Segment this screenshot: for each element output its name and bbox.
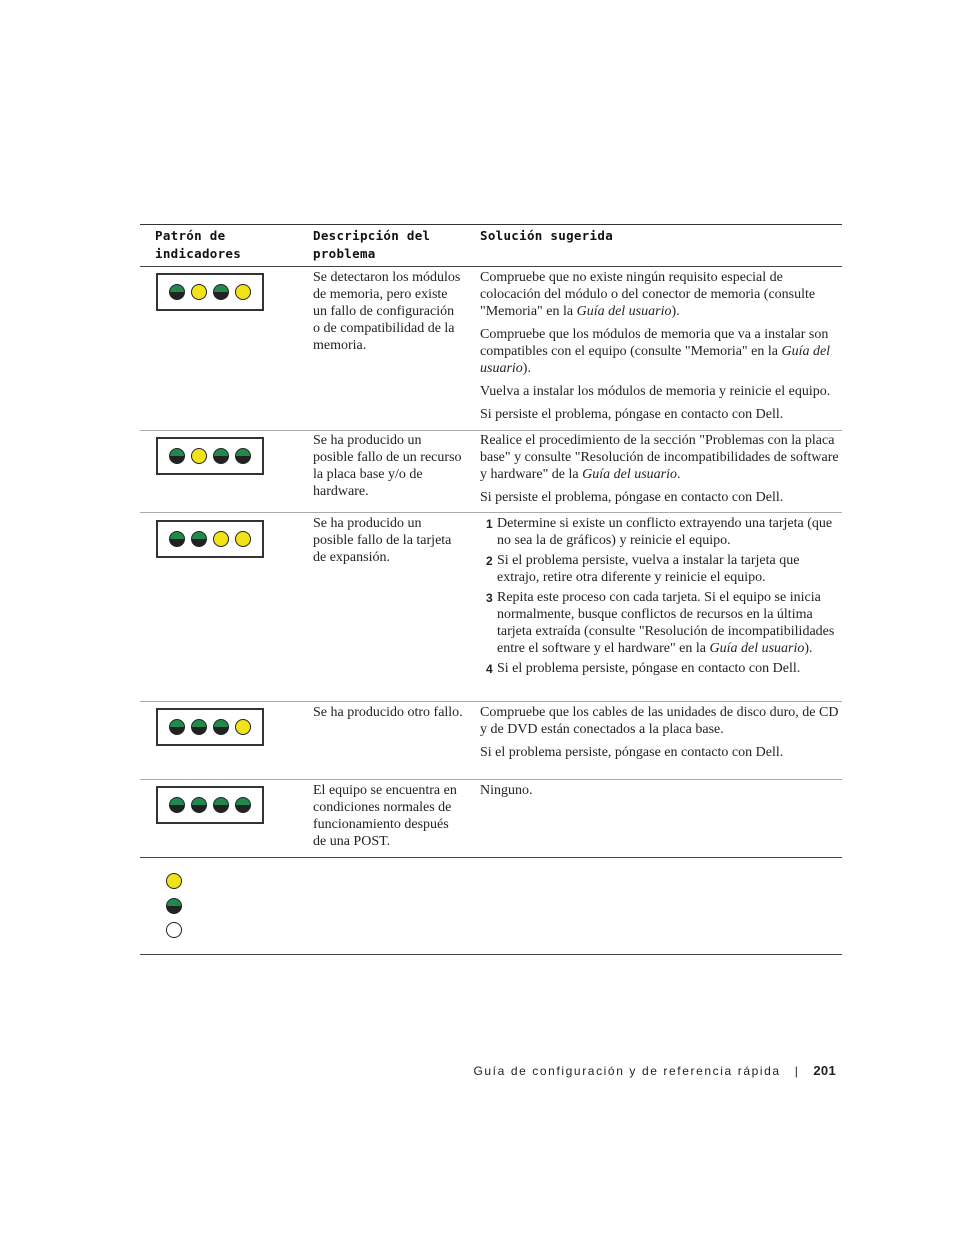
solution-paragraph: Compruebe que no existe ningún requisito especial de colocación del módulo o del conector de memoria (consulte "Memoria" en la Guía del usuario). [480,270,816,319]
table-bottom-rule [140,954,842,955]
header-problem-description-text: Descripción del problema [313,228,431,261]
led-indicator-icon [235,719,251,735]
solution-paragraph: Vuelva a instalar los módulos de memoria y reinicie el equipo. [480,384,831,399]
solution-paragraph: Si el problema persiste, póngase en contacto con Dell. [480,745,784,760]
solution-step [486,552,840,586]
header-suggested-solution [480,227,830,245]
step-number: 1 [486,517,493,531]
led-indicator-icon [169,531,185,547]
solution-row-5 [480,782,840,805]
step-number: 4 [486,662,493,676]
led-indicator-icon [191,719,207,735]
step-text: Si el problema persiste, vuelva a instalar la tarjeta que extrajo, retire otra diferente y reinicie el equipo. [497,553,800,585]
led-indicator-icon [213,284,229,300]
row-divider [140,512,842,513]
problem-description-row-2: Se ha producido un posible fallo de un recurso la placa base y/o de hardware. [313,433,462,499]
header-led-pattern-text: Patrón de indicadores [155,228,242,261]
led-indicator-icon [213,531,229,547]
solution-step [486,660,840,678]
step-text: Determine si existe un conflicto extrayendo una tarjeta (que no sea la de gráficos) y reinicie el equipo. [497,516,833,548]
led-indicator-icon [191,531,207,547]
led-indicator-icon [235,797,251,813]
header-divider [140,266,842,267]
legend-led-icon [166,873,182,889]
led-indicator-icon [235,531,251,547]
led-pattern-row-2 [156,437,264,475]
solution-paragraph: Si persiste el problema, póngase en contacto con Dell. [480,490,784,505]
solution-row-2 [480,432,840,512]
problem-description-row-1: Se detectaron los módulos de memoria, pero existe un fallo de configuración o de compatibilidad de la memoria. [313,270,461,353]
problem-description-row-4: Se ha producido otro fallo. [313,705,463,720]
legend-led-icon [166,922,182,938]
led-pattern-row-1 [156,273,264,311]
led-indicator-icon [213,448,229,464]
solution-row-1 [480,269,840,429]
row-divider [140,779,842,780]
led-indicator-icon [213,719,229,735]
solution-step [486,589,840,657]
solution-paragraph: Compruebe que los cables de las unidades de disco duro, de CD y de DVD están conectados a la placa base. [480,705,839,737]
led-indicator-icon [191,284,207,300]
page-footer [473,1063,836,1078]
solution-paragraph: Compruebe que los módulos de memoria que va a instalar son compatibles con el equipo (consulte "Memoria" en la Guía del usuario). [480,327,831,376]
step-number: 2 [486,554,493,568]
footer-title: Guía de configuración y de referencia rápida [473,1063,781,1078]
header-led-pattern [155,227,305,263]
legend-led-icon [166,898,182,914]
solution-paragraph: Realice el procedimiento de la sección "Problemas con la placa base" y consulte "Resolución de incompatibilidades de software y hardware" de la Guía del usuario. [480,433,839,482]
led-pattern-row-3 [156,520,264,558]
row-divider [140,701,842,702]
led-indicator-icon [235,284,251,300]
solution-steps-row-3 [480,515,840,681]
row-divider [140,857,842,858]
header-problem-description [313,227,473,263]
led-indicator-icon [213,797,229,813]
led-pattern-row-4 [156,708,264,746]
table-top-rule [140,224,842,225]
step-text: Si el problema persiste, póngase en contacto con Dell. [497,661,801,676]
problem-description-row-3: Se ha producido un posible fallo de la tarjeta de expansión. [313,516,452,565]
led-indicator-icon [169,797,185,813]
row-divider [140,430,842,431]
led-indicator-icon [169,284,185,300]
led-indicator-icon [191,797,207,813]
header-suggested-solution-text: Solución sugerida [480,228,614,243]
led-pattern-row-5 [156,786,264,824]
problem-description-row-5: El equipo se encuentra en condiciones normales de funcionamiento después de una POST. [313,783,457,849]
page-number: 201 [813,1063,836,1078]
led-indicator-icon [169,719,185,735]
footer-separator: | [794,1063,800,1078]
solution-row-4 [480,704,840,767]
solution-paragraph: Si persiste el problema, póngase en contacto con Dell. [480,407,784,422]
solution-step [486,515,840,549]
led-indicator-icon [191,448,207,464]
step-number: 3 [486,591,493,605]
led-indicator-icon [235,448,251,464]
solution-paragraph: Ninguno. [480,783,533,798]
led-indicator-icon [169,448,185,464]
step-text: Repita este proceso con cada tarjeta. Si el equipo se inicia normalmente, busque conflictos de recursos en la última tarjeta extraída (consulte "Resolución de incompatibilidades entre el software y el hardware" en la Guía del usuario). [497,590,835,656]
